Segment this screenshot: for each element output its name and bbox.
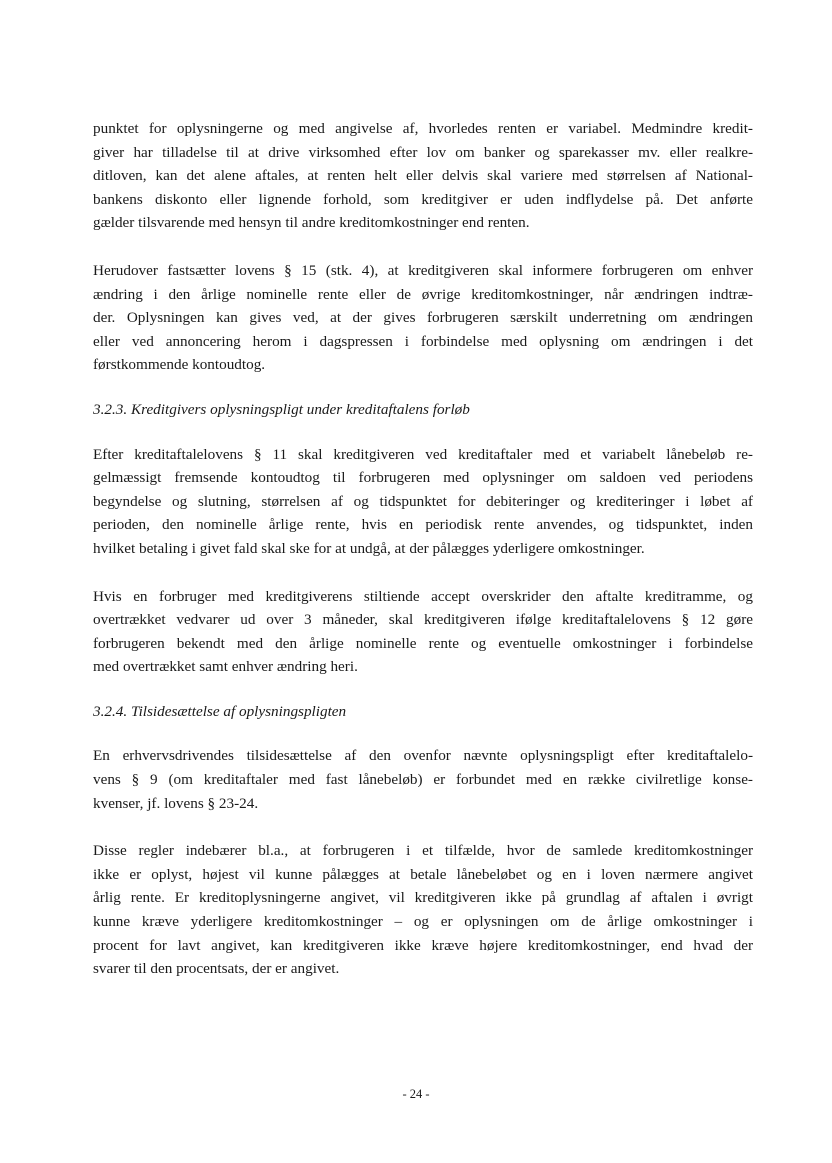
text-line: med overtrækket samt enhver ændring heri. bbox=[93, 658, 358, 676]
text-line: eller ved annoncering herom i dagspressen i forbindelse med oplysning om ændringen i det bbox=[93, 332, 753, 350]
section-heading-3-2-3: 3.2.3. Kreditgivers oplysningspligt under kreditaftalens forløb bbox=[93, 400, 470, 418]
text-line: gælder tilsvarende med hensyn til andre kreditomkostninger end renten. bbox=[93, 214, 530, 232]
text-line: ikke er oplyst, højest vil kunne pålægges at betale lånebeløbet og en i loven nærmere angivet bbox=[93, 865, 753, 883]
paragraph-6 bbox=[93, 839, 753, 981]
text-line: kunne kræve yderligere kreditomkostninger – og er oplysningen om de årlige omkostninger i bbox=[93, 913, 753, 931]
text-line: Herudover fastsætter lovens § 15 (stk. 4), at kreditgiveren skal informere forbrugeren om enhver bbox=[93, 261, 753, 279]
text-line: førstkommende kontoudtog. bbox=[93, 356, 266, 374]
text-line: der. Oplysningen kan gives ved, at der gives forbrugeren særskilt underretning om ændringen bbox=[93, 309, 753, 327]
text-line: forbrugeren bekendt med den årlige nominelle rente og eventuelle omkostninger i forbindelse bbox=[93, 634, 753, 652]
text-line: gelmæssigt fremsende kontoudtog til forbrugeren med oplysninger om saldoen ved periodens bbox=[93, 469, 753, 487]
text-line: bankens diskonto eller lignende forhold, som kreditgiver er uden indflydelse på. Det anførte bbox=[93, 190, 753, 208]
text-line: ditloven, kan det alene aftales, at renten helt eller delvis skal variere med størrelsen af National- bbox=[93, 167, 753, 185]
paragraph-1 bbox=[93, 117, 753, 235]
text-line: punktet for oplysningerne og med angivelse af, hvorledes renten er variabel. Medmindre kredit- bbox=[93, 120, 753, 137]
text-line: Hvis en forbruger med kreditgiverens stiltiende accept overskrider den aftalte kreditramme, og bbox=[93, 587, 753, 605]
paragraph-2 bbox=[93, 259, 753, 377]
text-line: svarer til den procentsats, der er angivet. bbox=[93, 960, 340, 978]
document-body bbox=[93, 117, 753, 981]
text-line: kvenser, jf. lovens § 23-24. bbox=[93, 794, 259, 812]
text-line: Efter kreditaftalelovens § 11 skal kreditgiveren ved kreditaftaler med et variabelt lånebeløb re- bbox=[93, 445, 753, 463]
paragraph-5 bbox=[93, 744, 753, 815]
text-line: hvilket betaling i givet fald skal ske for at undgå, at der pålægges yderligere omkostninger. bbox=[93, 539, 645, 557]
text-line: perioden, den nominelle årlige rente, hvis en periodisk rente anvendes, og tidspunktet, inden bbox=[93, 516, 753, 534]
page-number: - 24 - bbox=[402, 1087, 430, 1101]
text-line: En erhvervsdrivendes tilsidesættelse af den ovenfor nævnte oplysningspligt efter kreditaftalelo- bbox=[93, 747, 753, 765]
text-line: giver har tilladelse til at drive virksomhed efter lov om banker og sparekasser mv. eller realkre- bbox=[93, 143, 753, 161]
text-line: årlig rente. Er kreditoplysningerne angivet, vil kreditgiveren ikke på grundlag af aftalen i øvrigt bbox=[93, 889, 753, 907]
text-line: overtrækket vedvarer ud over 3 måneder, skal kreditgiveren ifølge kreditaftalelovens § 12 gøre bbox=[93, 611, 753, 629]
text-line: vens § 9 (om kreditaftaler med fast lånebeløb) er forbundet med en række civilretlige konse- bbox=[93, 771, 753, 789]
paragraph-3 bbox=[93, 443, 753, 561]
text-line: Disse regler indebærer bl.a., at forbrugeren i et tilfælde, hvor de samlede kreditomkostninger bbox=[93, 842, 753, 860]
section-heading-3-2-4: 3.2.4. Tilsidesættelse af oplysningspligten bbox=[93, 702, 347, 720]
text-line: procent for lavt angivet, kan kreditgiveren ikke kræve højere kreditomkostninger, end hvad der bbox=[93, 936, 753, 954]
text-line: ændring i den årlige nominelle rente eller de øvrige kreditomkostninger, når ændringen indtræ- bbox=[93, 285, 753, 303]
text-line: begyndelse og slutning, størrelsen af og tidspunktet for debiteringer og krediteringer i løbet af bbox=[93, 492, 753, 510]
paragraph-4 bbox=[93, 585, 753, 679]
